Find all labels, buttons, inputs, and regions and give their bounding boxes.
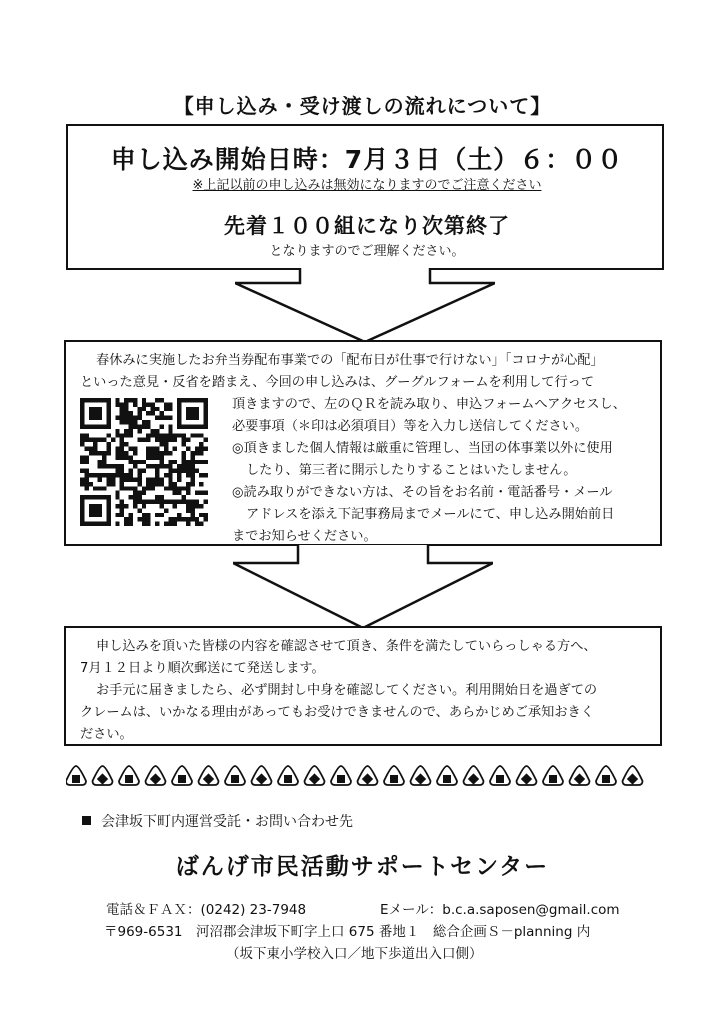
start-note: ※上記以前の申し込みは無効になりますのでご注意ください — [192, 178, 542, 193]
method-line-8: アドレスを添え下記事務局までメールにて、申し込み開始前日 — [246, 507, 615, 522]
limit-heading: 先着１００組になり次第終了 — [224, 214, 510, 238]
onigiri-border-icon — [66, 763, 666, 787]
method-line-2: といった意見・反省を踏まえ、今回の申し込みは、グーグルフォームを利用して行って — [80, 375, 595, 390]
method-line-6: したり、第三者に開示したりすることはいたしません。 — [246, 463, 577, 478]
tel-fax: 電話＆ＦＡＸ：(0242) 23-7948 — [106, 902, 307, 918]
delivery-line-4: クレームは、いかなる理由があってもお受けできませんので、あらかじめご承知おきく — [80, 705, 594, 720]
page-title: 【申し込み・受け渡しの流れについて】 — [173, 94, 552, 118]
method-line-7: ◎読み取りができない方は、その旨をお名前・電話番号・メール — [232, 485, 613, 500]
limit-subtext: となりますのでご理解ください。 — [269, 244, 465, 259]
contact-heading — [82, 811, 353, 831]
address-directions: （坂下東小学校入口／地下歩道出入口側） — [226, 946, 483, 962]
square-bullet-icon — [82, 816, 91, 825]
application-method-box — [64, 340, 662, 546]
down-arrow-icon — [235, 268, 495, 343]
contact-heading-text: 会津坂下町内運営受託・お問い合わせ先 — [101, 814, 353, 830]
method-line-3: 頂きますので、左のＱＲを読み取り、申込フォームへアクセスし、 — [232, 397, 626, 412]
down-arrow-icon — [233, 545, 493, 629]
method-line-4: 必要事項（＊印は必須項目）等を入力し送信してください。 — [232, 419, 589, 434]
start-info-box — [66, 124, 664, 270]
qr-code-icon[interactable] — [80, 398, 208, 526]
postal-address: 〒969-6531 河沼郡会津坂下町字上口 675 番地１ 総合企画Ｓ－planning 内 — [104, 924, 591, 940]
start-datetime: 申し込み開始日時：7月３日（土）６：００ — [110, 145, 624, 174]
delivery-info-box — [64, 626, 662, 746]
delivery-line-2: 7月１２日より順次郵送にて発送します。 — [80, 661, 325, 676]
delivery-line-3: お手元に届きましたら、必ず開封し中身を確認してください。利用開始日を過ぎての — [96, 683, 598, 698]
delivery-line-1: 申し込みを頂いた皆様の内容を確認させて頂き、条件を満たしていらっしゃる方へ、 — [96, 639, 597, 654]
organization-name: ばんげ市民活動サポートセンター — [175, 854, 550, 880]
method-line-1: 春休みに実施したお弁当券配布事業での「配布日が仕事で行けない」「コロナが心配」 — [96, 353, 604, 368]
delivery-line-5: ださい。 — [80, 727, 133, 742]
method-line-9: までお知らせください。 — [232, 529, 377, 544]
method-line-5: ◎頂きました個人情報は厳重に管理し、当団の体事業以外に使用 — [232, 441, 613, 456]
email-address[interactable]: Eメール：b.c.a.saposen@gmail.com — [380, 902, 620, 918]
